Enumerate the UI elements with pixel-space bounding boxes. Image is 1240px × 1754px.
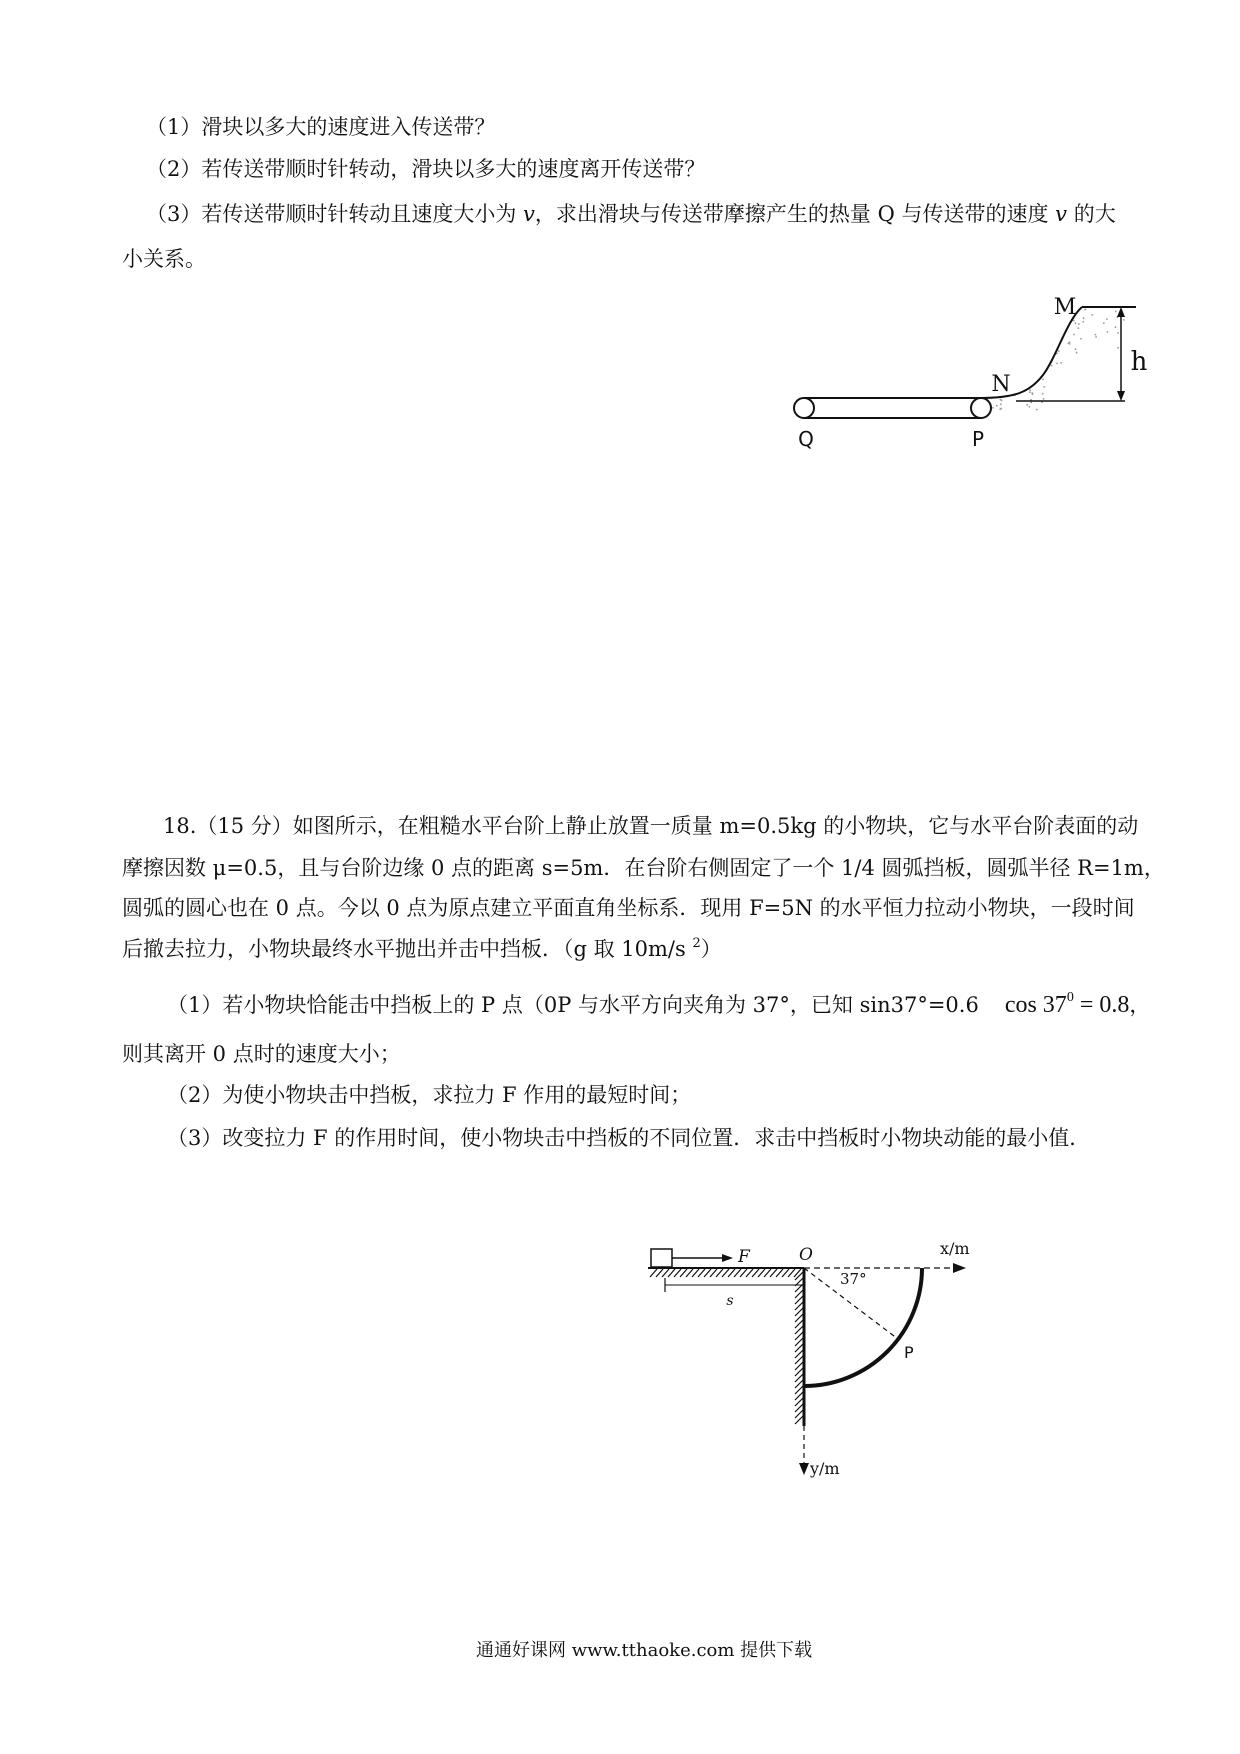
speckle — [1029, 389, 1031, 391]
hatch-line — [782, 1269, 789, 1277]
speckle — [1069, 341, 1071, 343]
q18-stem-line1: 18.（15 分）如图所示，在粗糙水平台阶上静止放置一质量 m=0.5kg 的小物块，它与水平台阶表面的动 — [163, 814, 1139, 838]
label-m: M — [1053, 295, 1077, 320]
q18-part3: （3）改变拉力 F 的作用时间，使小物块击中挡板的不同位置．求击中挡板时小物块动能的最小值． — [167, 1126, 1091, 1150]
arrowhead-up — [1117, 307, 1125, 317]
q18-stem-line2: 摩擦因数 μ=0.5，且与台阶边缘 0 点的距离 s=5m．在台阶右侧固定了一个 1/4 圆弧挡板，圆弧半径 R=1m， — [122, 856, 1165, 880]
pulley-left — [794, 398, 814, 418]
speckle — [1056, 363, 1058, 365]
hatch-line — [770, 1269, 777, 1277]
hatch-line — [752, 1269, 759, 1277]
hatch-line — [758, 1269, 765, 1277]
hatch-line — [692, 1269, 699, 1277]
speckle — [1043, 386, 1045, 388]
q17-part3-text-a: （3）若传送带顺时针转动且速度大小为 — [146, 202, 524, 226]
speckle — [1000, 403, 1002, 405]
speckle — [1029, 391, 1031, 393]
hatch-line — [656, 1269, 663, 1277]
arrowhead-down — [1117, 391, 1125, 401]
cos-formula: cos 37 — [1004, 992, 1067, 1018]
label-f: F — [738, 1247, 750, 1267]
q18-part1-text: （1）若小物块恰能击中挡板上的 P 点（0P 与水平方向夹角为 37°，已知 sin37°=0.6 — [167, 993, 979, 1017]
speckle — [1043, 398, 1045, 400]
speckle — [1123, 319, 1125, 321]
speckle — [1075, 322, 1077, 324]
speckle — [1029, 406, 1031, 408]
speckle — [1026, 404, 1028, 406]
hatch-line — [680, 1269, 687, 1277]
y-axis-label: y/m — [810, 1459, 840, 1478]
q17-part3-continuation: 小关系。 — [122, 247, 206, 271]
speckle — [1076, 352, 1078, 354]
hatch-line — [728, 1269, 735, 1277]
exponent: 2 — [692, 936, 701, 951]
speckle — [1115, 311, 1117, 313]
hatch-line — [722, 1269, 729, 1277]
speckle — [1078, 323, 1080, 325]
closing-paren: ） — [700, 937, 722, 961]
speckle — [1107, 331, 1109, 333]
pulley-right — [971, 398, 991, 418]
velocity-symbol: v — [1055, 202, 1068, 226]
label-q: Q — [798, 427, 814, 451]
hatch-line — [650, 1269, 657, 1277]
step-hatching — [650, 1269, 801, 1277]
hatch-line — [704, 1269, 711, 1277]
q18-part1-continuation: 则其离开 0 点时的速度大小； — [122, 1042, 401, 1066]
q17-part1: （1）滑块以多大的速度进入传送带？ — [146, 115, 496, 139]
hatch-line — [788, 1269, 795, 1277]
hatch-line — [764, 1269, 771, 1277]
cos-value: = 0.8 — [1073, 992, 1130, 1018]
speckle — [1117, 347, 1119, 349]
hatch-line — [746, 1269, 753, 1277]
speckle — [1067, 343, 1069, 345]
speckle — [1082, 321, 1084, 323]
speckle — [1073, 334, 1075, 336]
hatch-line — [674, 1269, 681, 1277]
speckle — [1058, 350, 1060, 352]
speckle — [1083, 317, 1085, 319]
speckle — [1103, 322, 1105, 324]
speckle — [1030, 402, 1032, 404]
page-footer: 通通好课网 www.tthaoke.com 提供下载 — [476, 1640, 813, 1661]
hatch-line — [698, 1269, 705, 1277]
label-p: P — [971, 427, 985, 451]
hatch-line — [710, 1269, 717, 1277]
q17-part3 — [146, 201, 1116, 227]
hatch-line — [776, 1269, 783, 1277]
force-arrowhead — [722, 1254, 733, 1262]
comma: ， — [1129, 993, 1151, 1017]
speckle — [1042, 393, 1044, 395]
speckle — [1032, 393, 1034, 395]
q18-part2: （2）为使小物块击中挡板，求拉力 F 作用的最短时间； — [167, 1083, 692, 1107]
angle-label: 37° — [840, 1270, 867, 1288]
speckle — [1080, 338, 1082, 340]
label-o: O — [799, 1245, 813, 1265]
speckle — [1095, 334, 1097, 336]
q17-part3-text-c: 的大 — [1067, 202, 1116, 226]
hatch-line — [668, 1269, 675, 1277]
speckle — [1078, 327, 1080, 329]
wall-hatching — [795, 1272, 803, 1424]
speckle — [1115, 326, 1117, 328]
q18-stem-line4 — [122, 936, 722, 966]
speckle — [1042, 378, 1044, 380]
hatch-line — [740, 1269, 747, 1277]
x-axis-arrowhead — [953, 1263, 966, 1273]
q17-part3-text-b: ，求出滑块与传送带摩擦产生的热量 Q 与传送带的速度 — [534, 202, 1056, 226]
label-n: N — [991, 372, 1011, 397]
speckle — [1075, 348, 1077, 350]
label-h: h — [1130, 347, 1148, 377]
q18-part1 — [167, 992, 1150, 1022]
q18-stem-line3: 圆弧的圆心也在 0 点。今以 0 点为原点建立平面直角坐标系．现用 F=5N 的水平恒力拉动小物块，一段时间 — [122, 896, 1135, 920]
label-s: s — [726, 1293, 734, 1309]
speckle — [1084, 309, 1086, 311]
y-axis-arrowhead — [799, 1463, 809, 1475]
speckle — [1060, 362, 1062, 364]
hatch-line — [716, 1269, 723, 1277]
x-axis-label: x/m — [940, 1239, 970, 1258]
small-block — [651, 1249, 672, 1267]
speckle — [1036, 409, 1038, 411]
speckle — [996, 405, 998, 407]
speckle — [1000, 408, 1002, 410]
velocity-symbol: v — [523, 202, 535, 226]
speckle — [1106, 318, 1108, 320]
q17-part2: （2）若传送带顺时针转动，滑块以多大的速度离开传送带？ — [146, 157, 706, 181]
hatch-line — [686, 1269, 693, 1277]
degree-superscript: 0 — [1066, 990, 1074, 1005]
speckle — [992, 407, 994, 409]
label-p: P — [904, 1343, 914, 1362]
speckle — [1095, 336, 1097, 338]
conveyor-ramp-figure — [780, 280, 1160, 460]
step-arc-figure — [640, 1230, 980, 1488]
q18-stem-line4-text: 后撤去拉力，小物块最终水平抛出并击中挡板．（g 取 10m/s — [122, 937, 693, 961]
speckle — [1051, 365, 1053, 367]
speckle — [1117, 332, 1119, 334]
hatch-line — [734, 1269, 741, 1277]
speckle — [1001, 400, 1003, 402]
speckle — [1091, 314, 1093, 316]
hatch-line — [662, 1269, 669, 1277]
